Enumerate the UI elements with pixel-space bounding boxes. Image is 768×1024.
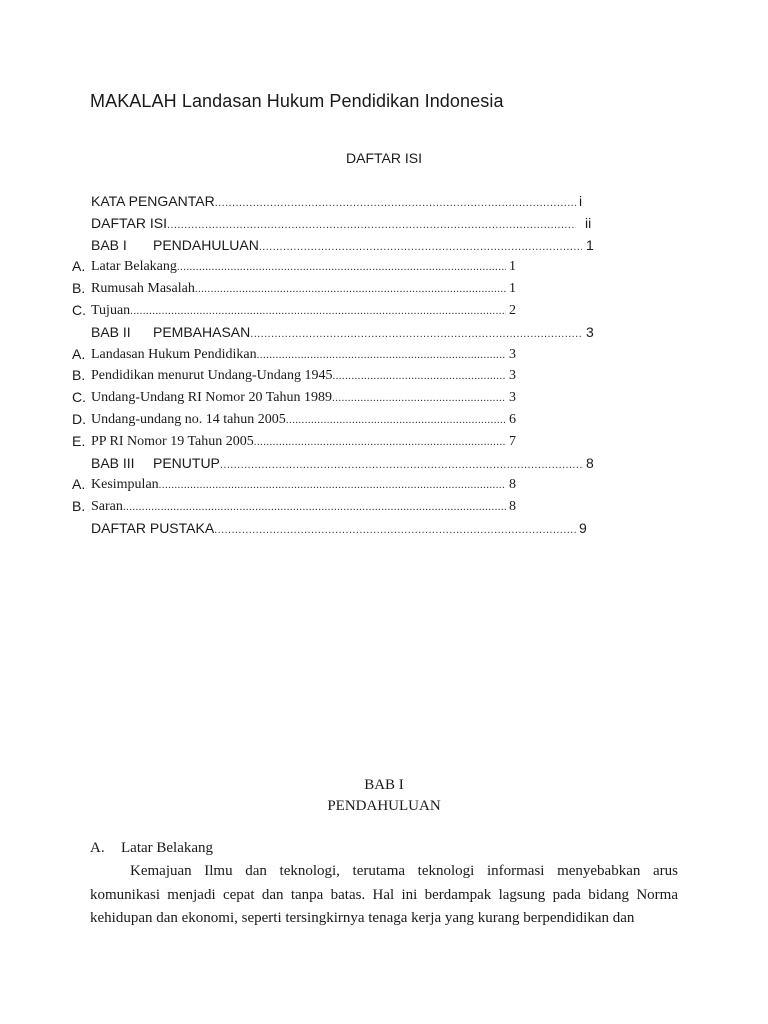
toc-entry-marker: C.	[72, 301, 86, 318]
toc-entry-marker: A.	[72, 345, 86, 362]
toc-entry-page-number: 1	[509, 259, 516, 275]
toc-entry-chapter-title: PENDAHULUAN	[153, 236, 259, 253]
section-heading-label: Latar Belakang	[121, 840, 214, 856]
toc-entry-page-number: 8	[509, 499, 516, 515]
toc-dot-leader	[123, 497, 506, 519]
toc-dot-leader	[259, 237, 582, 259]
toc-entry-chapter-number: BAB I	[91, 236, 127, 253]
toc-entry-label: Tujuan	[91, 302, 131, 318]
toc-entry-label: Kesimpulan	[91, 477, 159, 493]
toc-entry	[0, 191, 768, 213]
toc-entry	[0, 256, 768, 278]
toc-entry-page-number: 2	[509, 302, 516, 318]
toc-entry-marker: C.	[72, 389, 86, 406]
toc-dot-leader	[220, 455, 582, 477]
toc-entry-page-number: 8	[509, 477, 516, 493]
toc-entry-page-number: 3	[509, 368, 516, 384]
toc-entry-page-number: 1	[586, 236, 594, 253]
toc-dot-leader	[254, 432, 506, 454]
toc-entry-marker: D.	[72, 410, 86, 427]
section-heading	[90, 840, 213, 857]
toc-dot-leader	[215, 193, 576, 215]
toc-entry	[0, 409, 768, 431]
toc-dot-leader	[257, 345, 506, 367]
toc-entry-page-number: ii	[585, 214, 592, 231]
toc-entry-label: KATA PENGANTAR	[91, 193, 215, 209]
toc-entry	[0, 453, 768, 475]
toc-dot-leader	[177, 257, 506, 279]
toc-entry-page-number: 3	[586, 323, 594, 340]
toc-entry-label: Landasan Hukum Pendidikan	[91, 346, 257, 362]
toc-entry-page-number: 8	[586, 454, 594, 471]
toc-dot-leader	[286, 410, 506, 432]
toc-entry	[0, 474, 768, 496]
toc-entry-label: Undang-undang no. 14 tahun 2005	[91, 411, 286, 427]
toc-entry-label: Latar Belakang	[91, 259, 177, 275]
toc-entry	[0, 344, 768, 366]
toc-entry	[0, 387, 768, 409]
toc-entry-marker: A.	[72, 258, 86, 275]
toc-entry-page-number: 9	[579, 519, 587, 536]
toc-entry-label: Pendidikan menurut Undang-Undang 1945	[91, 368, 333, 384]
toc-entry-page-number: 3	[509, 390, 516, 406]
toc-heading: DAFTAR ISI	[346, 150, 422, 166]
toc-entry-label: Undang-Undang RI Nomor 20 Tahun 1989	[91, 390, 333, 406]
toc-entry-chapter-title: PENUTUP	[153, 454, 220, 471]
toc-entry-page-number: 6	[509, 411, 516, 427]
toc-entry-chapter-number: BAB II	[91, 323, 131, 340]
toc-dot-leader	[332, 388, 506, 410]
toc-entry-marker: B.	[72, 498, 86, 515]
toc-entry	[0, 431, 768, 453]
document-title: MAKALAH Landasan Hukum Pendidikan Indonesia	[90, 91, 504, 111]
chapter-title: PENDAHULUAN	[327, 798, 441, 814]
toc-entry	[0, 213, 768, 235]
body-paragraph: Kemajuan Ilmu dan teknologi, terutama teknologi informasi menyebabkan arus komunikasi menjadi cepat dan tanpa batas. Hal ini berdampak lagsung pada bidang Norma kehidupan dan ekonomi, seperti tersingkirnya tenaga kerja yang kurang berpendidikan dan	[90, 863, 678, 926]
chapter-number: BAB I	[364, 777, 404, 793]
toc-entry-chapter-title: PEMBAHASAN	[153, 323, 251, 340]
table-of-contents	[0, 191, 768, 540]
toc-entry-label: Saran	[91, 499, 123, 515]
toc-entry	[0, 365, 768, 387]
toc-entry	[0, 322, 768, 344]
toc-entry-label: DAFTAR ISI	[91, 214, 167, 231]
toc-entry	[0, 300, 768, 322]
toc-entry	[0, 518, 768, 540]
toc-dot-leader	[250, 324, 582, 346]
toc-entry-label	[91, 322, 250, 344]
toc-entry-label: PP RI Nomor 19 Tahun 2005	[91, 433, 254, 449]
toc-entry-label	[91, 453, 220, 475]
toc-dot-leader	[214, 520, 576, 542]
toc-entry	[0, 496, 768, 518]
toc-entry-page-number: 7	[509, 433, 516, 449]
toc-entry-label: DAFTAR PUSTAKA	[91, 519, 215, 536]
toc-entry-chapter-number: BAB III	[91, 454, 135, 471]
toc-entry-page-number: 1	[509, 281, 516, 297]
toc-entry-marker: B.	[72, 280, 86, 297]
toc-entry-page-number: 3	[509, 346, 516, 362]
toc-entry	[0, 235, 768, 257]
toc-entry-page-number: i	[579, 193, 583, 209]
toc-dot-leader	[159, 475, 506, 497]
toc-entry-label: Rumusah Masalah	[91, 281, 195, 297]
toc-entry	[0, 278, 768, 300]
toc-dot-leader	[332, 366, 506, 388]
toc-entry-label	[91, 235, 259, 257]
toc-entry-marker: B.	[72, 367, 86, 384]
toc-entry-marker: A.	[72, 476, 86, 493]
section-marker: A.	[90, 840, 105, 856]
toc-dot-leader	[167, 215, 576, 237]
toc-dot-leader	[130, 301, 506, 323]
toc-entry-marker: E.	[72, 432, 86, 449]
toc-dot-leader	[195, 279, 506, 301]
